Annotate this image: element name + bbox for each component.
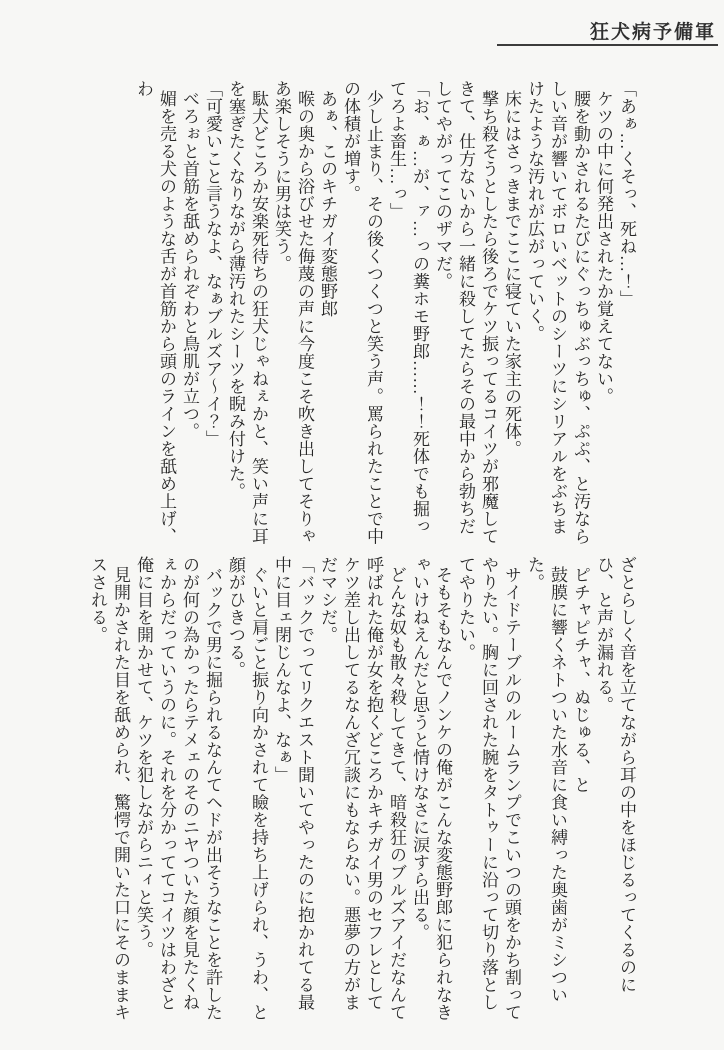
paragraph: 駄犬どころか安楽死待ちの狂犬じゃねぇかと、笑い声に耳を塞ぎたくなりながら薄汚れたシーツを睨み付けた。 bbox=[226, 80, 268, 546]
paragraph: 「バックでってリクエスト聞いてやったのに抱かれてる最中に目ェ閉じんなよ、なぁ」 bbox=[272, 556, 314, 1011]
paragraph: 床にはさっきまでここに寝ていた家主の死体。 bbox=[502, 90, 521, 458]
paragraph: ケツの中に何発出されたか覚えてない。 bbox=[594, 90, 613, 406]
paragraph: ピチャピチャ、ぬじゅる、と bbox=[571, 566, 590, 794]
paragraph: ざとらしく音を立てながら耳の中をほじるってくるのに ひ、と声が漏れる。 bbox=[594, 556, 636, 1011]
paragraph: あぁ、このキチガイ変態野郎 bbox=[318, 90, 337, 318]
paragraph: 媚を売る犬のような舌が首筋から頭のラインを舐め上げ、わ bbox=[134, 80, 176, 546]
page-header-title: 狂犬病予備軍 bbox=[589, 22, 716, 43]
text-block-upper bbox=[132, 80, 638, 546]
paragraph: 「可愛いこと言うなよ、なぁブルズア～イ？」 bbox=[203, 80, 222, 448]
paragraph: 「あぁ…くそっ、死ね…！」 bbox=[617, 80, 636, 308]
header-rule bbox=[497, 44, 718, 46]
text-block-lower bbox=[86, 556, 638, 1026]
paragraph: 見開かされた目を舐められ、驚愕で開いた口にそのままキスされる。 bbox=[88, 556, 130, 1022]
paragraph: 撃ち殺そうとしたら後ろでケツ振ってるコイツが邪魔してきて、仕方ないから一緒に殺してたらその最中から勃ちだしてやがってこのザマだ。 bbox=[433, 80, 498, 546]
paragraph: 「お、ぁ…が、ァ…っの糞ホモ野郎……！！死体でも掘ってろよ畜生…っ」 bbox=[387, 80, 429, 535]
paragraph: 少し止まり、その後くつくつと笑う声。罵られたことで中の体積が増す。 bbox=[341, 80, 383, 546]
paragraph: 腰を動かされるたびにぐっちゅぶっちゅ、ぷぷ、と汚ならしい音が響いてボロいベットのシーツにシリアルをぶちまけたような汚れが広がっていく。 bbox=[525, 80, 590, 546]
paragraph: バックで男に掘られるなんてヘドが出そうなことを許したのが何の為かったらテメェのそのニヤついた顔を見たくねぇからだっていうのに。それを分かっててコイツはわざと俺に目を開かせて、ケツを犯しながらニィと笑う。 bbox=[134, 556, 222, 1022]
paragraph: ぐいと肩ごと振り向かされて瞼を持ち上げられ、うわ、と顔がひきつる。 bbox=[226, 556, 268, 1022]
paragraph: 喉の奥から浴びせた侮蔑の声に今度こそ吹き出してそりゃあ楽しそうに男は笑う。 bbox=[272, 80, 314, 546]
paragraph: そもそもなんでノンケの俺がこんな変態野郎に犯られなきゃいけねえんだと思うと情けなさに涙すら出る。 bbox=[410, 556, 452, 1022]
paragraph: べろぉと首筋を舐められぞわと鳥肌が立つ。 bbox=[180, 90, 199, 441]
paragraph: 鼓膜に響くネトついた水音に食い縛った奥歯がミシついた。 bbox=[525, 556, 567, 1004]
paragraph: どんな奴も散々殺してきて、暗殺狂のブルズアイだなんて呼ばれた俺が女を抱くどころかキチガイ男のセフレとしてケツ差し出してるなんざ冗談にもならない。悪夢の方がまだマシだ。 bbox=[318, 556, 406, 1022]
paragraph: サイドテーブルのルームランプでこいつの頭をかち割ってやりたい。胸に回された腕をタトゥーに沿って切り落としてやりたい。 bbox=[456, 556, 521, 1022]
